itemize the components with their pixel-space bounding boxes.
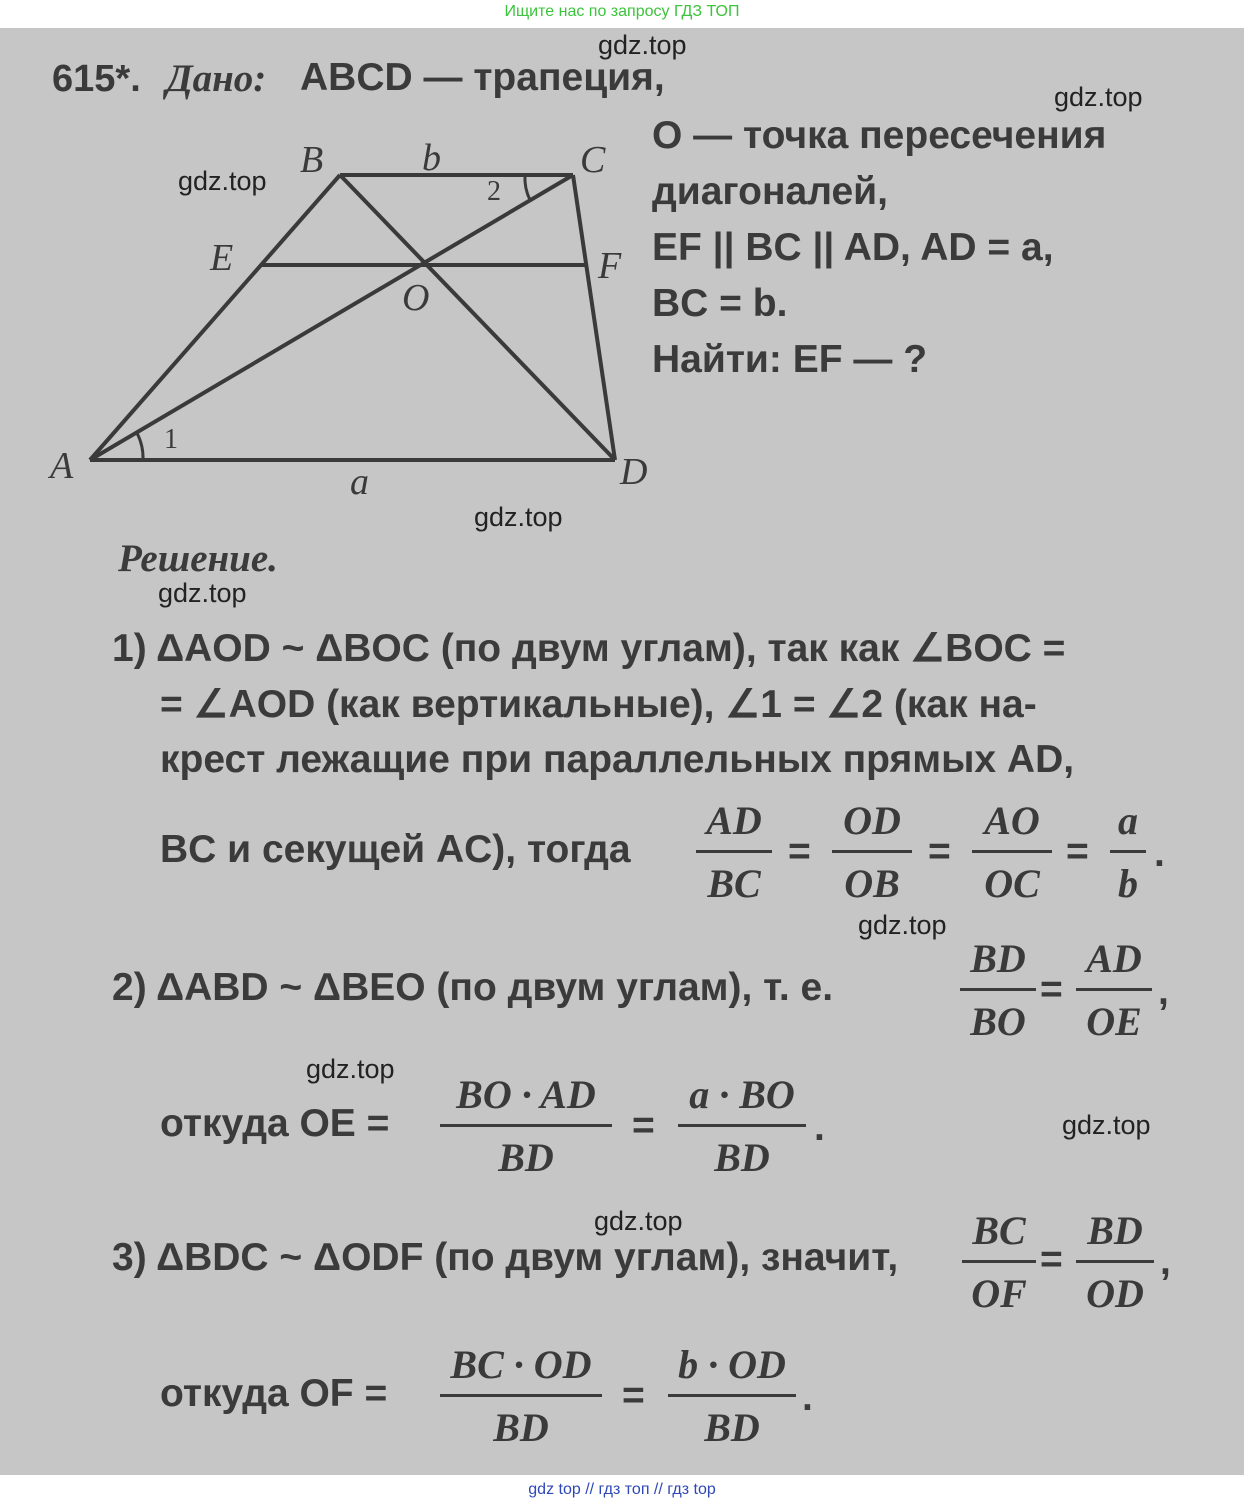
period: . [814,1106,825,1149]
given-line-1: ABCD — трапеция, [300,56,665,99]
step-1-line-4: BC и секущей AC), тогда [160,828,631,871]
watermark: gdz.top [474,502,563,532]
fraction-OD-OB: OD OB [832,800,912,905]
footer-links[interactable]: gdz top // гдз топ // гдз top [0,1475,1244,1505]
angle-1-arc [137,433,143,460]
diagonal-BD [340,175,615,460]
watermark: gdz.top [858,910,947,940]
watermark: gdz.top [178,166,267,196]
watermark: gdz.top [1054,82,1143,112]
fraction-AD-OE: AD OE [1076,938,1152,1043]
equals-sign: = [1066,830,1089,873]
given-label: Дано: [166,57,267,100]
equals-sign: = [632,1104,655,1147]
given-line-4: EF || BC || AD, AD = a, [652,226,1054,269]
label-b: b [422,137,441,179]
watermark: gdz.top [1062,1110,1151,1140]
label-F: F [598,245,622,287]
label-B: B [300,139,324,181]
watermark: gdz.top [598,30,687,60]
fraction-BCOD-BD: BC · OD BD [440,1344,602,1449]
period: . [1154,832,1165,875]
solution-heading: Решение. [118,537,278,580]
label-angle-2: 2 [487,176,501,207]
search-banner[interactable]: Ищите нас по запросу ГДЗ ТОП [0,0,1244,28]
label-E: E [210,237,234,279]
fraction-bOD-BD: b · OD BD [668,1344,796,1449]
equals-sign: = [622,1374,645,1417]
fraction-BOAD-BD: BO · AD BD [440,1074,612,1179]
fraction-a-b: a b [1110,800,1146,905]
label-D: D [620,451,648,493]
trapezoid-figure [40,130,670,510]
given-line-3: диагоналей, [652,170,888,213]
step-2-line-1: 2) ΔABD ~ ΔBEO (по двум углам), т. е. [112,966,834,1009]
equals-sign: = [1040,1238,1063,1281]
step-1-line-2: = ∠AOD (как вертикальные), ∠1 = ∠2 (как на- [160,683,1037,726]
period: . [802,1376,813,1419]
watermark: gdz.top [306,1054,395,1084]
side-AB [90,175,340,460]
comma: , [1160,1240,1171,1283]
fraction-AO-OC: AO OC [972,800,1052,905]
comma: , [1158,970,1169,1013]
fraction-BD-BO: BD BO [960,938,1036,1043]
watermark: gdz.top [158,578,247,608]
fraction-BC-OF: BC OF [962,1210,1036,1315]
side-CD [573,175,615,460]
label-A: A [50,445,74,487]
equals-sign: = [788,830,811,873]
label-a: a [350,461,369,503]
label-angle-1: 1 [164,424,178,455]
equals-sign: = [928,830,951,873]
fraction-aBO-BD: a · BO BD [678,1074,806,1179]
step-2-line-2: откуда OE = [160,1102,390,1145]
label-O: O [402,277,430,319]
label-C: C [580,139,606,181]
angle-2-arc [525,175,530,200]
fraction-AD-BC: AD BC [696,800,772,905]
find-line: Найти: EF — ? [652,338,928,381]
step-3-line-1: 3) ΔBDC ~ ΔODF (по двум углам), значит, [112,1236,899,1279]
fraction-BD-OD: BD OD [1076,1210,1154,1315]
given-line-5: BC = b. [652,282,788,325]
equals-sign: = [1040,968,1063,1011]
problem-number: 615*. [52,58,141,100]
step-1-line-1: 1) ΔAOD ~ ΔBOC (по двум углам), так как ∠BOC = [112,627,1066,670]
watermark: gdz.top [594,1206,683,1236]
step-1-line-3: крест лежащие при параллельных прямых AD, [160,738,1075,781]
diagonal-AC [90,175,573,460]
given-line-2: O — точка пересечения [652,114,1107,157]
step-3-line-2: откуда OF = [160,1372,388,1415]
